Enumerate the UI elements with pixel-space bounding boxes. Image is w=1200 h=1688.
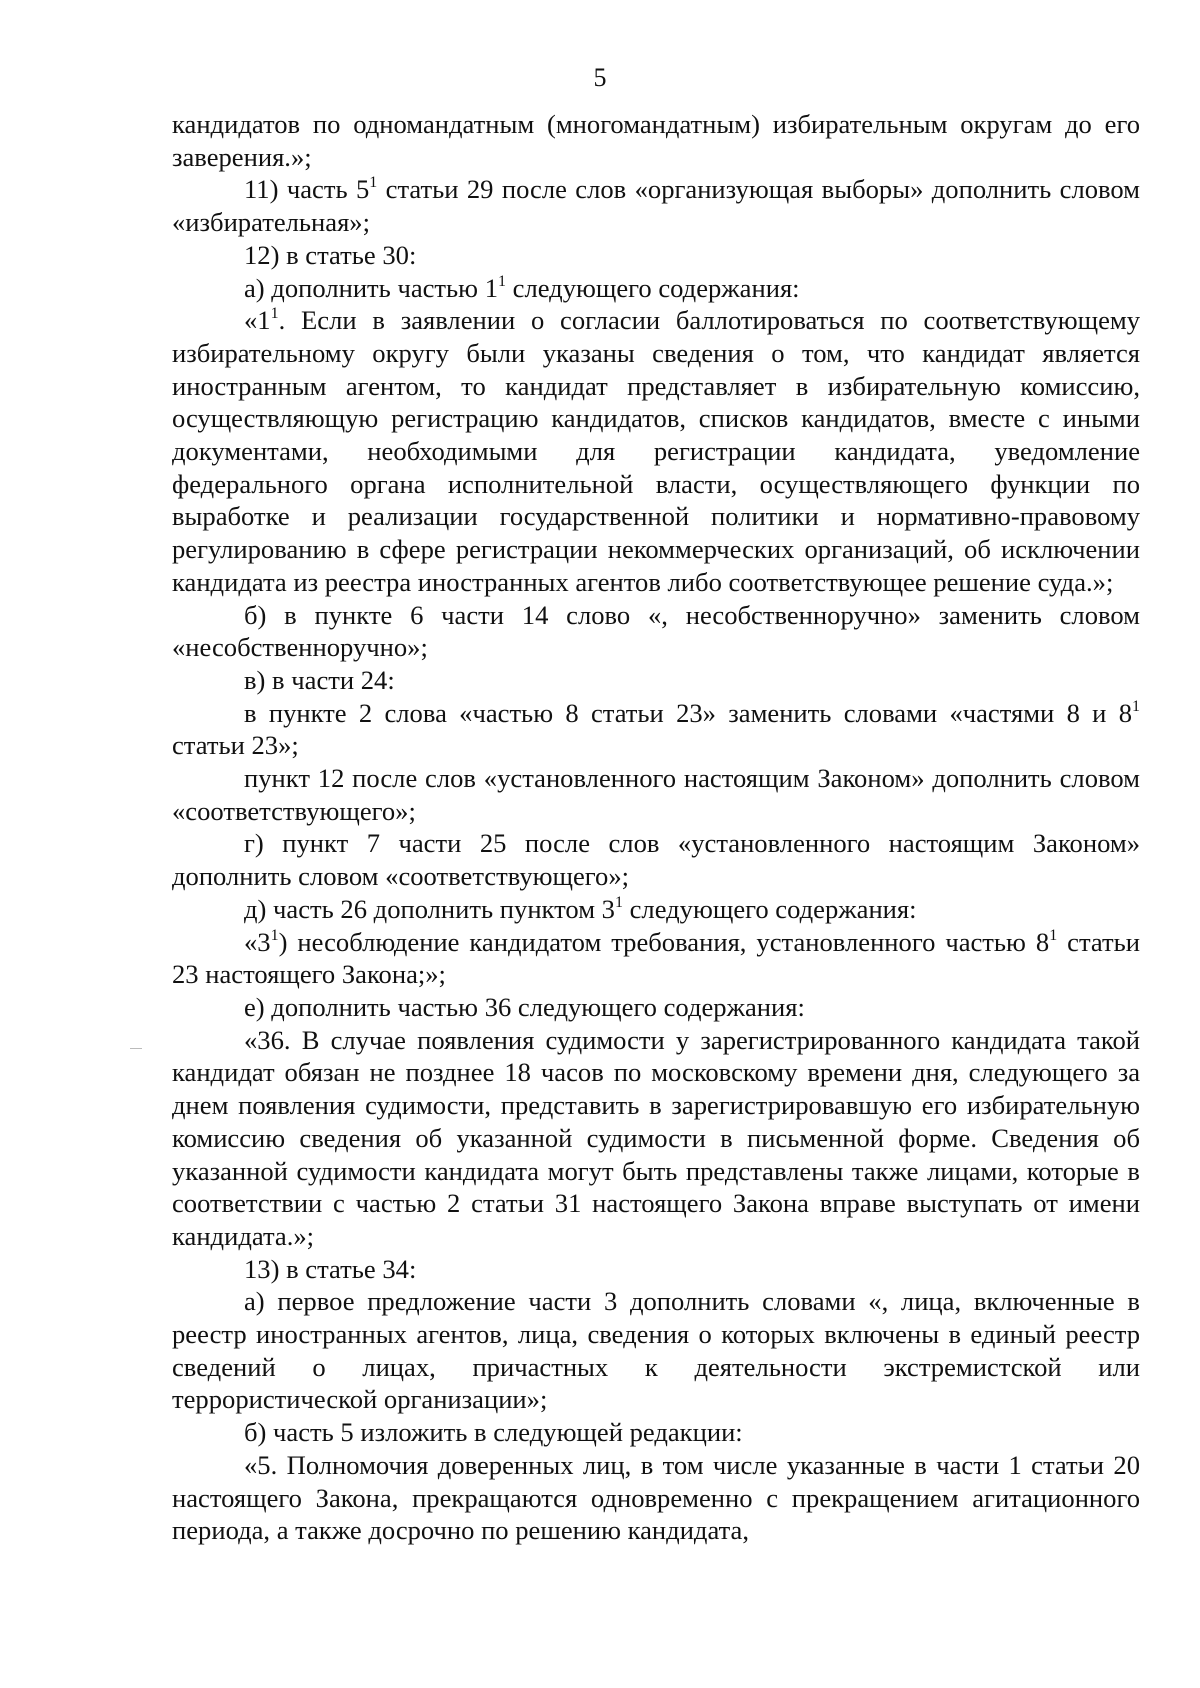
paragraph-text: д) часть 26 дополнить пунктом 3 xyxy=(244,893,615,924)
paragraph-text: а) первое предложение части 3 дополнить словами «, лица, включенные в реестр иностранных агентов, лица, сведения о которых включены в единый реестр сведений о лицах, причастных к деятельности экстремистской или террористической организации»; xyxy=(172,1286,1140,1415)
paragraph-text: е) дополнить частью 36 следующего содержания: xyxy=(244,991,805,1022)
paragraph-text: 11) часть 5 xyxy=(244,174,370,205)
paragraph-text: г) пункт 7 части 25 после слов «установленного настоящим Законом» дополнить словом «соответствующего»; xyxy=(172,828,1140,892)
paragraph-text: «1 xyxy=(244,305,271,336)
superscript: 1 xyxy=(270,926,279,944)
paragraph-text: «36. В случае появления судимости у зарегистрированного кандидата такой кандидат обязан не позднее 18 часов по московскому времени дня, следующего за днем появления судимости, представить в зарегистрировавшую его избирательную комиссию сведения об указанной судимости в письменной форме. Сведения об указанной судимости кандидата могут быть представлены также лицами, которые в соответствии с частью 2 статьи 31 настоящего Закона вправе выступать от имени кандидата.»; xyxy=(172,1024,1140,1251)
paragraph-text: статьи 29 после слов «организующая выборы» дополнить словом «избирательная»; xyxy=(172,174,1140,238)
paragraph-text: б) в пункте 6 части 14 слово «, несобственноручно» заменить словом «несобственноручно»; xyxy=(172,599,1140,663)
paragraph xyxy=(172,827,1140,892)
paragraph xyxy=(172,239,1140,272)
paragraph-text: следующего содержания: xyxy=(622,893,917,924)
paragraph-text: 12) в статье 30: xyxy=(244,239,417,270)
paragraph xyxy=(172,893,1140,926)
paragraph xyxy=(172,1416,1140,1449)
scan-margin-mark xyxy=(130,1048,142,1049)
superscript: 1 xyxy=(270,305,279,323)
paragraph-text: «5. Полномочия доверенных лиц, в том числе указанные в части 1 статьи 20 настоящего Закона, прекращаются одновременно с прекращением агитационного периода, а также досрочно по решению кандидата, xyxy=(172,1449,1140,1546)
paragraph-text: в) в части 24: xyxy=(244,664,395,695)
paragraph xyxy=(172,762,1140,827)
page-number: 5 xyxy=(593,63,607,92)
paragraph-text: а) дополнить частью 1 xyxy=(244,272,498,303)
paragraph xyxy=(172,599,1140,664)
paragraph-text: . Если в заявлении о согласии баллотироваться по соответствующему избирательному округу были указаны сведения о том, что кандидат является иностранным агентом, то кандидат представляет в избирательную комиссию, осуществляющую регистрацию кандидатов, списков кандидатов, вместе с иными документами, необходимыми для регистрации кандидата, уведомление федерального органа исполнительной власти, осуществляющего функции по выработке и реализации государственной политики и нормативно-правовому регулированию в сфере регистрации некоммерческих организаций, об исключении кандидата из реестра иностранных агентов либо соответствующее решение суда.»; xyxy=(172,305,1140,597)
paragraph-text: «3 xyxy=(244,926,271,957)
paragraph xyxy=(172,664,1140,697)
paragraph-text: пункт 12 после слов «установленного настоящим Законом» дополнить словом «соответствующего»; xyxy=(172,763,1140,826)
paragraph xyxy=(172,1449,1140,1547)
superscript: 1 xyxy=(614,893,623,911)
paragraph-text: кандидатов по одномандатным (многомандатным) избирательным округам до его заверения.»; xyxy=(172,109,1140,172)
paragraph xyxy=(172,926,1140,991)
paragraph xyxy=(172,1285,1140,1416)
paragraph-text: следующего содержания: xyxy=(506,272,800,303)
paragraph xyxy=(172,304,1140,598)
paragraph xyxy=(172,108,1140,173)
paragraph-text: статьи 23»; xyxy=(172,730,299,761)
paragraph-text: б) часть 5 изложить в следующей редакции: xyxy=(244,1417,743,1448)
paragraph xyxy=(172,991,1140,1024)
superscript: 1 xyxy=(1132,697,1140,715)
paragraph xyxy=(172,1024,1140,1253)
superscript: 1 xyxy=(498,272,506,290)
paragraph-text: в пункте 2 слова «частью 8 статьи 23» заменить словами «частями 8 и 8 xyxy=(244,697,1132,728)
paragraph-text: 13) в статье 34: xyxy=(244,1253,417,1284)
paragraph-text: статьи 23 настоящего Закона;»; xyxy=(172,926,1140,990)
paragraph-text: ) несоблюдение кандидатом требования, установленного частью 8 xyxy=(278,926,1050,957)
superscript: 1 xyxy=(369,174,378,192)
paragraph xyxy=(172,173,1140,238)
paragraph xyxy=(172,1253,1140,1286)
superscript: 1 xyxy=(1049,926,1058,944)
document-body xyxy=(172,108,1140,1547)
paragraph xyxy=(172,272,1140,305)
paragraph xyxy=(172,697,1140,762)
